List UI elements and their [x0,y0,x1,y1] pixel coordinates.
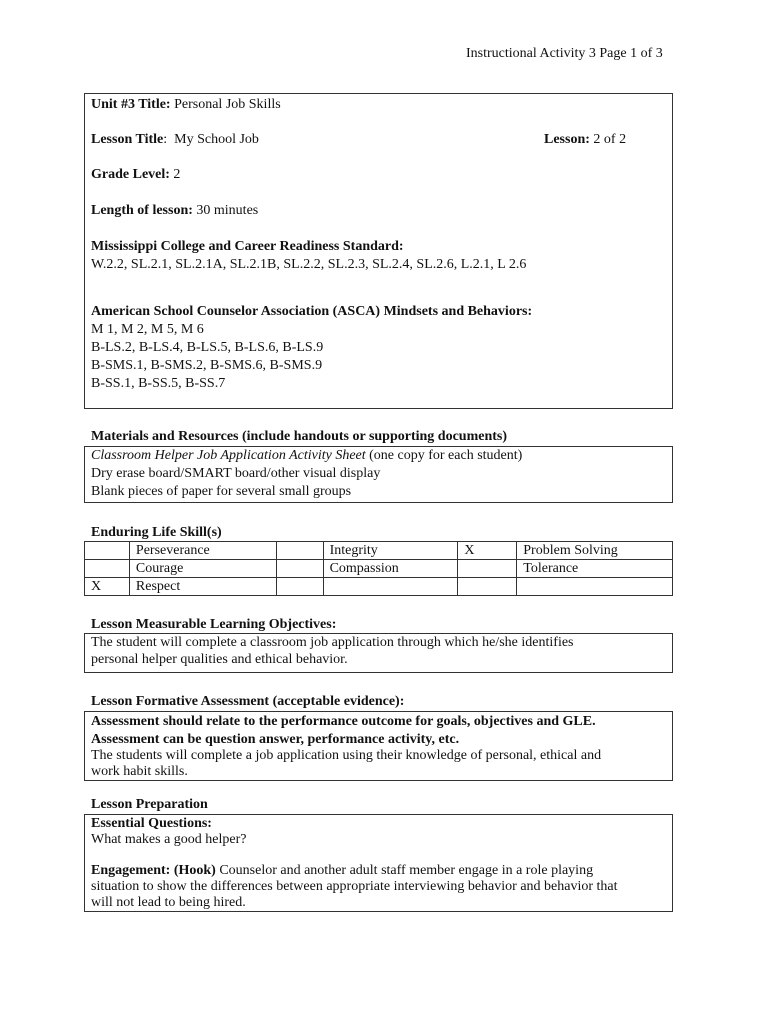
table-row [85,542,673,560]
unit-title-label: Unit #3 Title: [91,97,171,112]
skill-mark [85,542,130,560]
length-value: 30 minutes [196,203,259,218]
grade-level-label: Grade Level: [91,167,170,182]
skill-name: Compassion [323,560,458,578]
msccr-label: Mississippi College and Career Readiness Standard: [91,239,404,254]
grade-level-value: 2 [173,167,181,182]
assessment-title: Lesson Formative Assessment (acceptable evidence): [91,694,405,709]
engagement-line: Engagement: (Hook) Counselor and another adult staff member engage in a role playing [91,863,594,878]
material-item: Dry erase board/SMART board/other visual display [91,466,381,481]
assessment-guideline: Assessment can be question answer, performance activity, etc. [91,732,460,747]
grade-level-line [91,166,180,183]
skill-name: Tolerance [517,560,673,578]
objectives-box [84,633,673,673]
engagement-label: Engagement: (Hook) [91,863,216,878]
skill-name: Respect [129,578,276,596]
msccr-value: W.2.2, SL.2.1, SL.2.1A, SL.2.1B, SL.2.2, SL.2.3, SL.2.4, SL.2.6, L.2.1, L 2.6 [91,257,527,272]
lesson-number-line [544,131,626,148]
essential-questions-label: Essential Questions: [91,816,212,831]
skill-name [517,578,673,596]
skill-mark [276,578,323,596]
objective-line: The student will complete a classroom job application through which he/she identifies [91,635,574,650]
table-row [85,578,673,596]
material-item: Classroom Helper Job Application Activity Sheet (one copy for each student) [91,448,523,463]
skill-name: Perseverance [129,542,276,560]
asca-line: B-SMS.1, B-SMS.2, B-SMS.6, B-SMS.9 [91,358,323,373]
length-label: Length of lesson: [91,203,193,218]
skill-name [323,578,458,596]
asca-line: M 1, M 2, M 5, M 6 [91,322,204,337]
skill-mark [458,560,517,578]
material-item: Blank pieces of paper for several small groups [91,484,352,499]
engagement-line: will not lead to being hired. [91,895,246,910]
assessment-line: The students will complete a job application using their knowledge of personal, ethical and [91,748,602,763]
skill-mark: X [458,542,517,560]
table-row [85,560,673,578]
objective-line: personal helper qualities and ethical behavior. [91,652,348,667]
essential-question: What makes a good helper? [91,832,247,847]
lesson-number-label: Lesson: [544,132,590,147]
objectives-title: Lesson Measurable Learning Objectives: [91,617,337,632]
skills-table [84,541,673,596]
preparation-box [84,814,673,912]
skill-mark: X [85,578,130,596]
engagement-line: situation to show the differences between appropriate interviewing behavior and behavior that [91,879,618,894]
preparation-title: Lesson Preparation [91,797,208,812]
lesson-title-value: My School Job [174,132,259,147]
lesson-title-line: Lesson Title: My School Job [91,132,259,147]
skill-name: Courage [129,560,276,578]
page-header: Instructional Activity 3 Page 1 of 3 [466,46,663,61]
skill-name: Problem Solving [517,542,673,560]
asca-line: B-LS.2, B-LS.4, B-LS.5, B-LS.6, B-LS.9 [91,340,324,355]
skill-mark [458,578,517,596]
skill-name: Integrity [323,542,458,560]
assessment-line: work habit skills. [91,764,188,779]
lesson-number-value: 2 of 2 [593,132,627,147]
unit-title-line [91,96,281,113]
unit-info-box [84,93,673,409]
length-line [91,202,258,219]
lesson-title-label: Lesson Title [91,132,164,147]
assessment-box [84,711,673,781]
asca-line: B-SS.1, B-SS.5, B-SS.7 [91,376,226,391]
materials-box [84,446,673,503]
skill-mark [276,560,323,578]
skills-title: Enduring Life Skill(s) [91,525,222,540]
skill-mark [276,542,323,560]
asca-label: American School Counselor Association (ASCA) Mindsets and Behaviors: [91,304,533,319]
unit-title-value: Personal Job Skills [174,97,281,112]
skill-mark [85,560,130,578]
materials-title: Materials and Resources (include handouts or supporting documents) [91,429,508,444]
assessment-guideline: Assessment should relate to the performance outcome for goals, objectives and GLE. [91,714,596,729]
